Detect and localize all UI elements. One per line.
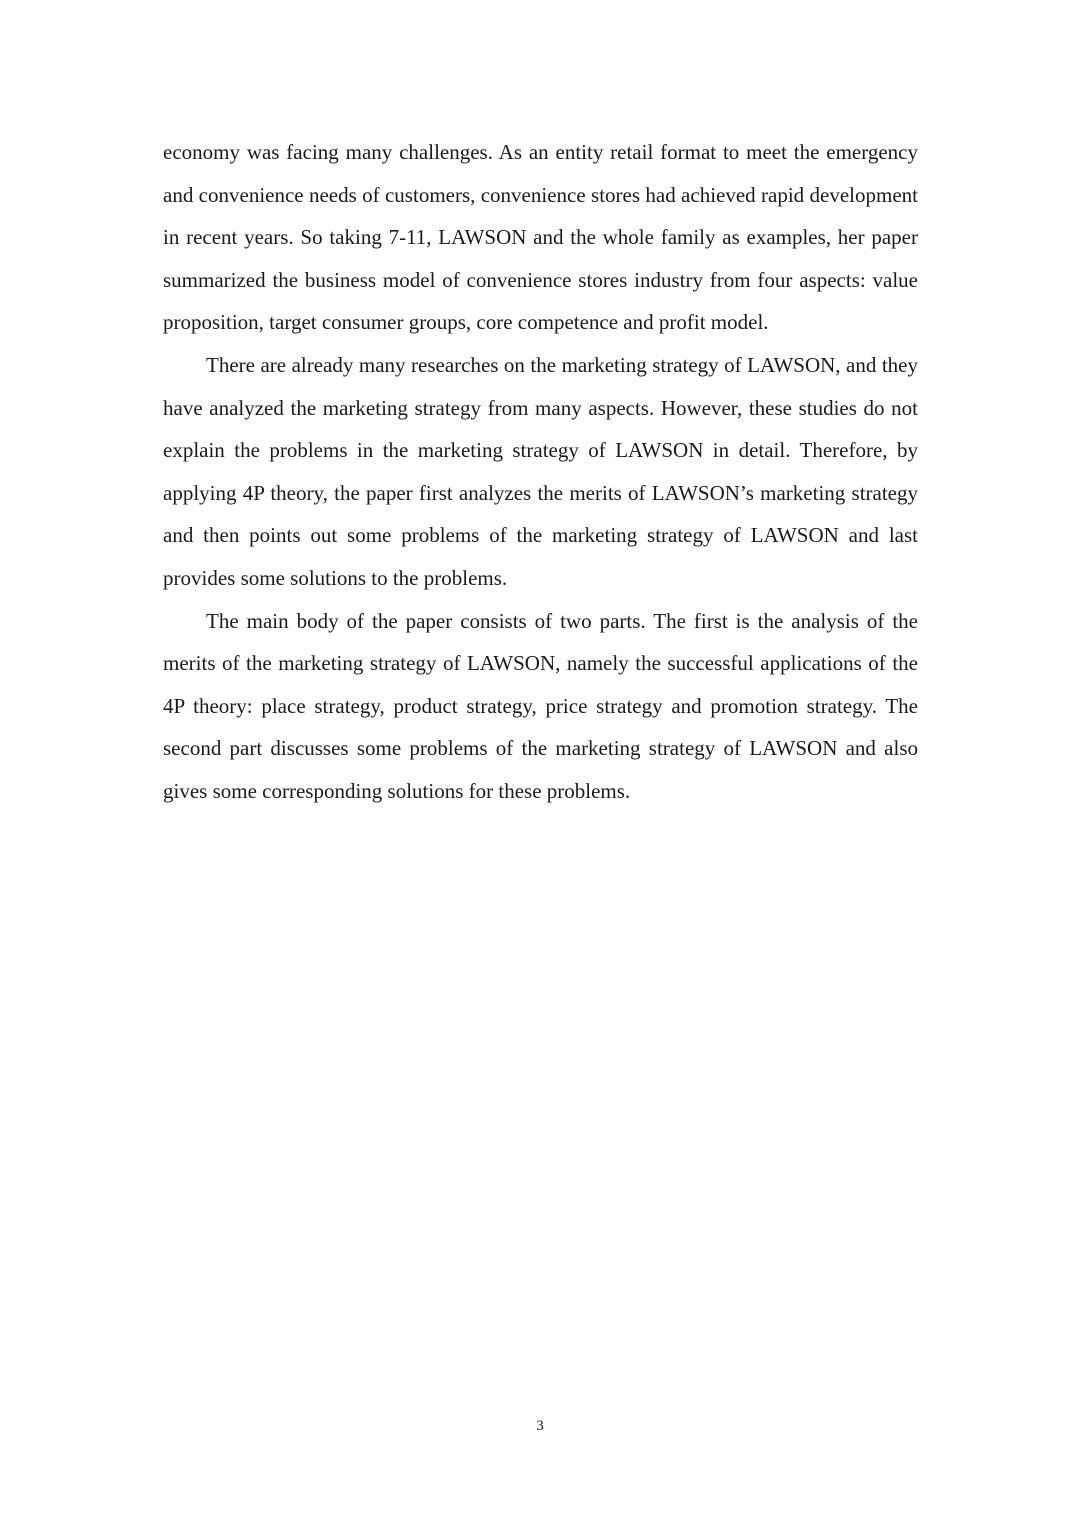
- body-text: [163, 131, 918, 813]
- paragraph-paper-structure: The main body of the paper consists of two parts. The first is the analysis of the merits of the marketing strategy of LAWSON, namely the successful applications of the 4P theory: place strategy, product strategy, price strategy and promotion strategy. The second part discusses some problems of the marketing strategy of LAWSON and also gives some corresponding solutions for these problems.: [163, 608, 918, 803]
- paragraph-continuation: economy was facing many challenges. As an entity retail format to meet the emergency and convenience needs of customers, convenience stores had achieved rapid development in recent years. So taking 7-11, LAWSON and the whole family as examples, her paper summarized the business model of convenience stores industry from four aspects: value proposition, target consumer groups, core competence and profit model.: [163, 140, 918, 335]
- page-number: 3: [536, 1418, 544, 1434]
- paragraph-existing-research: There are already many researches on the marketing strategy of LAWSON, and they have analyzed the marketing strategy from many aspects. However, these studies do not explain the problems in the marketing strategy of LAWSON in detail. Therefore, by applying 4P theory, the paper first analyzes the merits of LAWSON’s marketing strategy and then points out some problems of the marketing strategy of LAWSON and last provides some solutions to the problems.: [163, 352, 918, 590]
